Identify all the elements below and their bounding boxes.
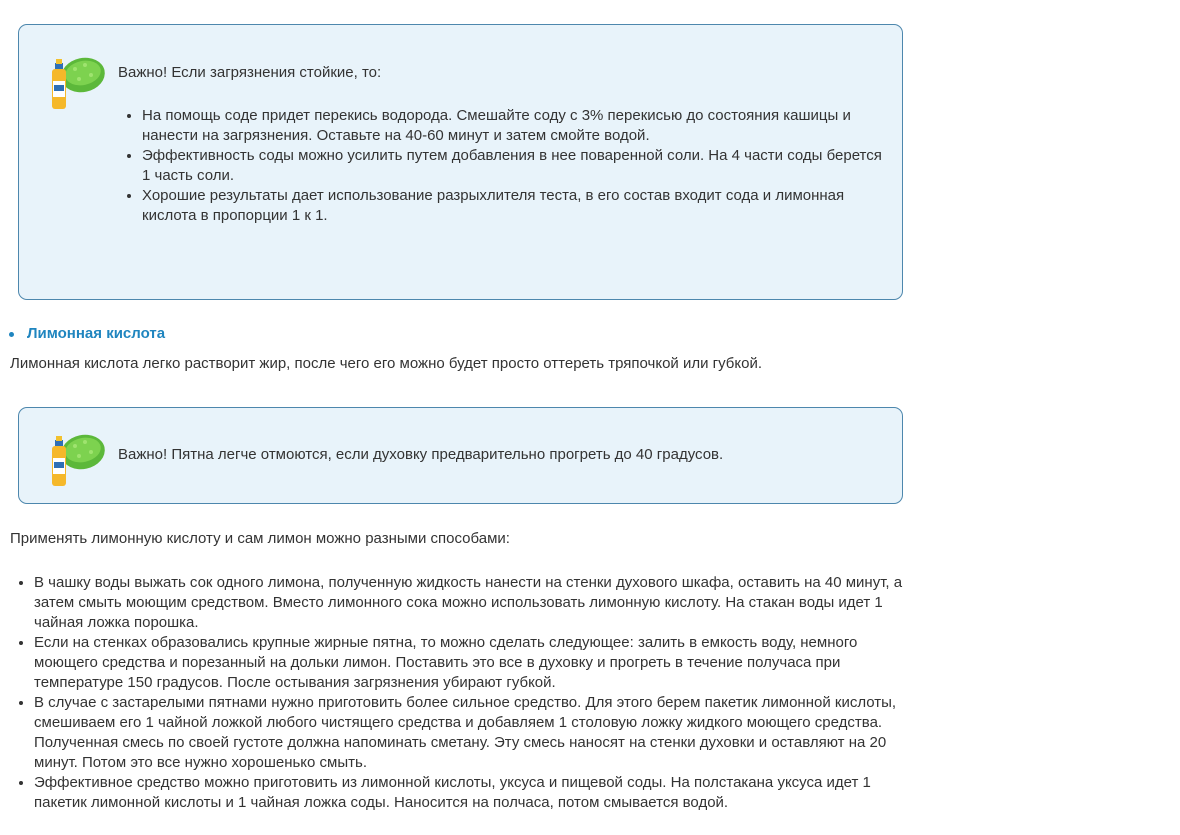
bullet-icon bbox=[9, 332, 14, 337]
section-intro: Лимонная кислота легко растворит жир, после чего его можно будет просто оттереть тряпочкой или губкой. bbox=[10, 355, 763, 372]
tip-box-stubborn-stains bbox=[18, 24, 903, 300]
section-heading-label: Лимонная кислота bbox=[27, 325, 166, 342]
list-item: • Если на стенках образовались крупные жирные пятна, то можно сделать следующее: залить в емкость воду, немного моющего средства и порезанный на дольки лимон. Поставить это все в духовку и прогреть в течение получаса при температуре 150 градусов. После остывания загрязнения убирают губкой. bbox=[34, 633, 910, 693]
tip-list bbox=[118, 106, 882, 226]
tip-title: Важно! Если загрязнения стойкие, то: bbox=[118, 64, 382, 81]
sponge-bottle-icon bbox=[45, 426, 109, 490]
methods-intro: Применять лимонную кислоту и сам лимон можно разными способами: bbox=[10, 530, 510, 547]
list-item: • В случае с застарелыми пятнами нужно приготовить более сильное средство. Для этого берем пакетик лимонной кислоты, смешиваем его 1 чайной ложкой любого чистящего средства и добавляем 1 столовую ложку жидкого моющего средства. Полученная смесь по своей густоте должна напоминать сметану. Эту смесь наносят на стенки духовки и оставляют на 20 минут. Потом это все нужно хорошенько смыть. bbox=[34, 693, 910, 773]
list-item: • В чашку воды выжать сок одного лимона, полученную жидкость нанести на стенки духового шкафа, оставить на 40 минут, а затем смыть моющим средством. Вместо лимонного сока можно использовать лимонную кислоту. На стакан воды идет 1 чайная ложка порошка. bbox=[34, 573, 910, 633]
list-item: • Эффективность соды можно усилить путем добавления в нее поваренной соли. На 4 части соды берется 1 часть соли. bbox=[142, 146, 882, 186]
tip-title: Важно! Пятна легче отмоются, если духовку предварительно прогреть до 40 градусов. bbox=[118, 446, 724, 463]
sponge-bottle-icon bbox=[45, 49, 109, 113]
list-item: • Эффективное средство можно приготовить из лимонной кислоты, уксуса и пищевой соды. На полстакана уксуса идет 1 пакетик лимонной кислоты и 1 чайная ложка соды. Наносится на полчаса, потом смывается водой. bbox=[34, 773, 910, 813]
section-heading bbox=[9, 324, 165, 344]
list-item: • На помощь соде придет перекись водорода. Смешайте соду с 3% перекисью до состояния кашицы и нанести на загрязнения. Оставьте на 40-60 минут и затем смойте водой. bbox=[142, 106, 882, 146]
section-heading-list bbox=[9, 324, 165, 344]
list-item: • Хорошие результаты дает использование разрыхлителя теста, в его состав входит сода и лимонная кислота в пропорции 1 к 1. bbox=[142, 186, 882, 226]
methods-list bbox=[10, 573, 910, 813]
tip-box-preheat bbox=[18, 407, 903, 504]
